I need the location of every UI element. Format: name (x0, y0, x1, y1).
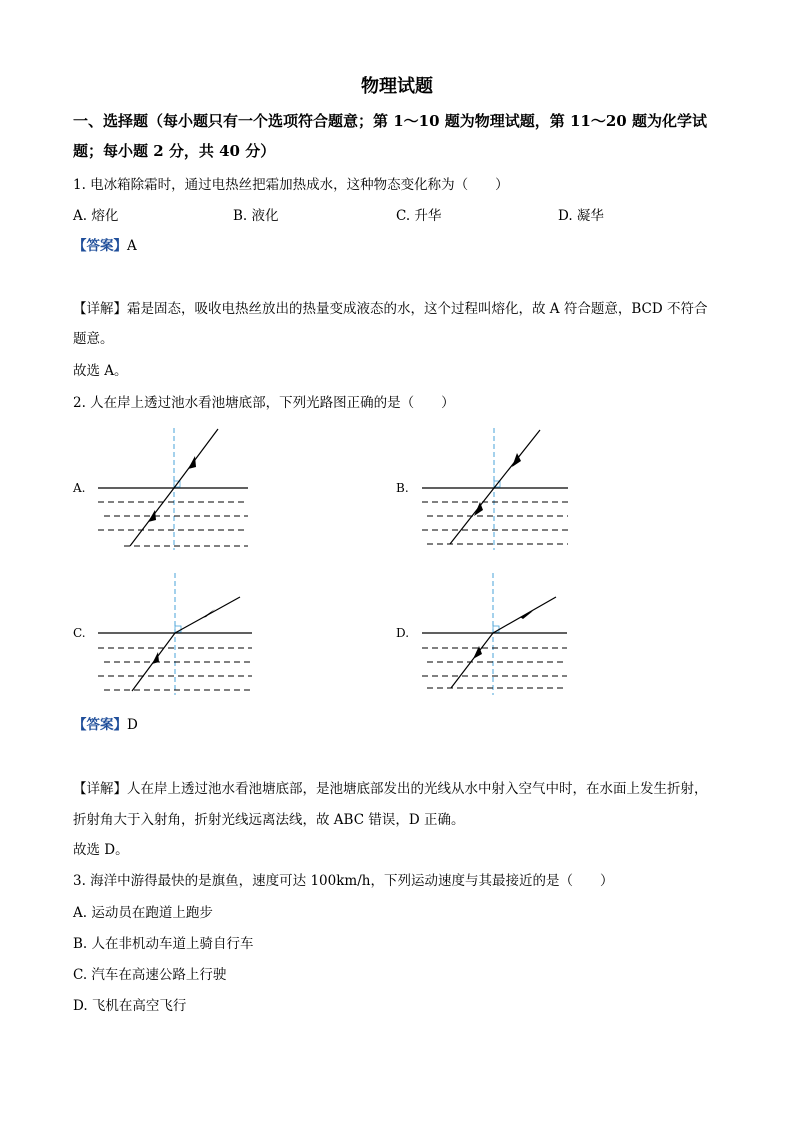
q1-stem: 1. 电冰箱除霜时，通过电热丝把霜加热成水，这种物态变化称为（ ） (73, 177, 509, 193)
q3-stem: 3. 海洋中游得最快的是旗鱼，速度可达 100km/h，下列运动速度与其最接近的是（ ） (73, 873, 614, 889)
q1-option-a: A. 熔化 (73, 208, 119, 224)
ray-in-water (451, 633, 493, 688)
arrow-head (152, 652, 159, 664)
section-heading-line1: 一、选择题（每小题只有一个选项符合题意；第 1～10 题为物理试题，第 11～20 题为化学试 (73, 112, 707, 130)
q2-detail-text: 人在岸上透过池水看池塘底部，是池塘底部发出的光线从水中射入空气中时，在水面上发生折射， (127, 781, 708, 797)
q1-detail-line1 (73, 297, 707, 317)
q1-option-d: D. 凝华 (558, 208, 604, 224)
section-heading-line2: 题；每小题 2 分，共 40 分） (73, 142, 276, 160)
q1-answer-value: A (127, 238, 137, 254)
q2-diagram-d (413, 570, 583, 700)
q3-option-a: A. 运动员在跑道上跑步 (73, 905, 213, 921)
q2-stem: 2. 人在岸上透过池水看池塘底部，下列光路图正确的是（ ） (73, 395, 455, 411)
q1-detail-text: 霜是固态，吸收电热丝放出的热量变成液态的水，这个过程叫熔化，故 A 符合题意，BCD 不符合 (127, 301, 708, 317)
q2-detail-line2: 折射角大于入射角，折射光线远离法线，故 ABC 错误，D 正确。 (73, 812, 465, 828)
q2-diagram-b-label: B. (396, 481, 409, 495)
arrow-head (202, 609, 215, 618)
ray-in-air (174, 429, 218, 488)
q2-diagram-c-label: C. (73, 626, 86, 640)
q2-diagram-c (90, 570, 260, 700)
q2-answer-value: D (127, 717, 138, 733)
q1-option-b: B. 液化 (233, 208, 279, 224)
q2-diagram-a (90, 425, 260, 555)
q1-detail-tag: 【详解】 (73, 301, 127, 317)
page-title: 物理试题 (361, 76, 433, 97)
q2-answer (73, 713, 138, 733)
q3-option-d: D. 飞机在高空飞行 (73, 998, 187, 1014)
arrow-head (520, 611, 533, 619)
q2-diagram-d-label: D. (396, 626, 410, 640)
q1-answer-tag: 【答案】 (73, 238, 127, 254)
arrow-head (188, 456, 196, 469)
q1-option-c: C. 升华 (396, 208, 442, 224)
q1-detail-line2: 题意。 (73, 331, 114, 347)
q2-answer-tag: 【答案】 (73, 717, 127, 733)
q1-answer (73, 234, 137, 254)
q2-detail-line1 (73, 777, 708, 797)
q2-detail-tag: 【详解】 (73, 781, 127, 797)
q3-option-b: B. 人在非机动车道上骑自行车 (73, 936, 254, 952)
q2-conclusion: 故选 D。 (73, 842, 129, 858)
q2-diagram-a-label: A. (73, 481, 86, 495)
q2-diagram-b (413, 425, 583, 555)
q1-conclusion: 故选 A。 (73, 363, 128, 379)
q3-option-c: C. 汽车在高速公路上行驶 (73, 967, 227, 983)
